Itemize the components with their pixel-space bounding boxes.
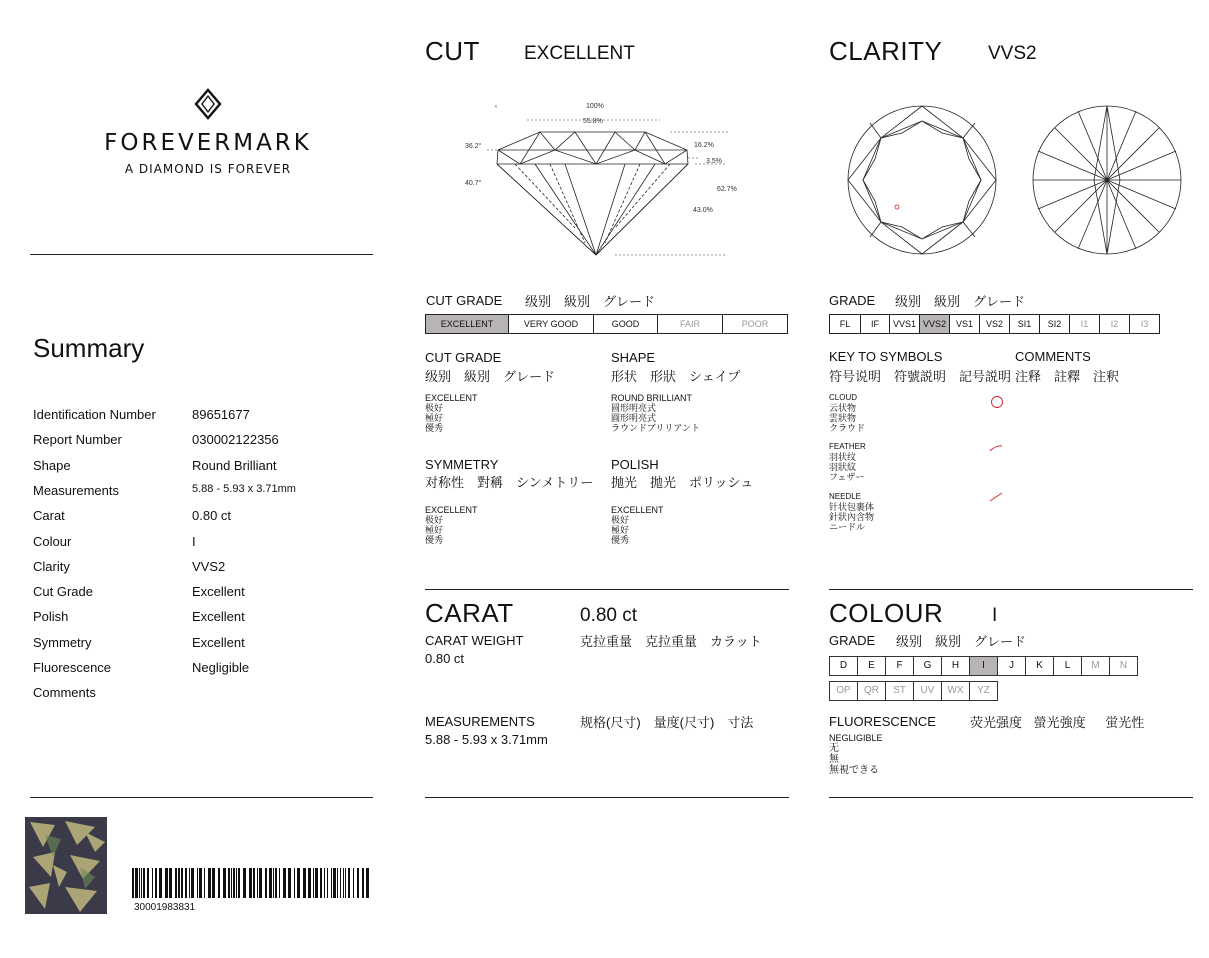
symbol-line: 针状包裹体 [829, 502, 875, 512]
shape-jp: 形状 形狀 シェイプ [611, 369, 741, 384]
girdle-pct: 3.5% [706, 158, 722, 165]
clarity-value: VVS2 [988, 43, 1037, 64]
barcode-bar [288, 868, 291, 898]
colour-grade-cell: M [1082, 656, 1110, 676]
diamond-logo-icon [193, 88, 223, 120]
symmetry-value [425, 505, 478, 545]
clarity-grade-jp: 级别 級別 グレード [895, 294, 1026, 309]
summary-value: Negligible [192, 660, 250, 675]
symmetry-line: 優秀 [425, 535, 444, 545]
polish-value-en: EXCELLENT [611, 505, 664, 515]
colour-grade-cell: E [858, 656, 886, 676]
shape-line: 圆形明亮式 [611, 403, 657, 413]
barcode-bar [189, 868, 190, 898]
shape-label: SHAPE [611, 350, 656, 365]
divider [30, 254, 373, 255]
divider [425, 797, 789, 798]
colour-grade-cell: N [1110, 656, 1138, 676]
cut-grade-line: 极好 [425, 403, 444, 413]
carat-weight-label: CARAT WEIGHT [425, 633, 524, 648]
carat-weight-jp: 克拉重量 克拉重量 カラット [580, 634, 762, 649]
summary-value: 030002122356 [192, 432, 279, 448]
barcode-bar [191, 868, 194, 898]
barcode-bar [275, 868, 277, 898]
grade-cell: FAIR [658, 315, 723, 333]
brand-logo [30, 88, 386, 176]
summary-value: 89651677 [192, 407, 250, 422]
key-symbols-label: KEY TO SYMBOLS [829, 349, 943, 364]
grade-cell: SI1 [1010, 315, 1040, 333]
colour-grade-cell: J [998, 656, 1026, 676]
colour-grade-cell: I [970, 656, 998, 676]
grade-cell: VVS1 [890, 315, 920, 333]
grade-cell: FL [830, 315, 861, 333]
barcode-bar [197, 868, 198, 898]
fluorescence-line: 无 [829, 743, 839, 754]
barcode-bar [283, 868, 286, 898]
shape-value-en: ROUND BRILLIANT [611, 393, 693, 403]
clarity-plot-crown [845, 103, 1001, 257]
barcode-bar [366, 868, 369, 898]
barcode-bar [273, 868, 274, 898]
polish-line: 極好 [611, 525, 630, 535]
symbol-line: 針狀內含物 [829, 512, 875, 522]
fluorescence-value-en: NEGLIGIBLE [829, 733, 883, 743]
grade-cell: I3 [1140, 319, 1149, 329]
crown-angle: 36.2° [465, 143, 482, 150]
measurements-jp: 规格(尺寸) 量度(尺寸) 寸法 [580, 715, 754, 730]
symbol-line: フェザー [829, 472, 865, 482]
crown-width-pct: 55.8% [583, 118, 603, 125]
summary-value: Excellent [192, 584, 245, 600]
summary-value: VVS2 [192, 558, 226, 574]
barcode-number: 30001983831 [134, 902, 196, 913]
barcode-bar [231, 868, 232, 898]
barcode-bar [259, 868, 262, 898]
barcode-bar [175, 868, 177, 898]
summary-label: Comments [33, 685, 96, 701]
symmetry-line: 極好 [425, 525, 444, 535]
barcode-bar [269, 868, 272, 898]
carat-value: 0.80 ct [580, 605, 638, 626]
barcode-bar [169, 868, 172, 898]
barcode-bar [297, 868, 300, 898]
fluorescence-line: 無 [829, 754, 839, 765]
barcode-bar [159, 868, 162, 898]
summary-label: Carat [33, 508, 65, 524]
brand-tagline: A DIAMOND IS FOREVER [124, 162, 292, 176]
summary-label: Measurements [33, 482, 119, 498]
shape-line: ラウンドブリリアント [611, 423, 701, 433]
pavilion-angle: 40.7° [465, 180, 482, 187]
barcode-bar [313, 868, 314, 898]
symmetry-value-en: EXCELLENT [425, 505, 478, 515]
fluorescence-jp-1: 荧光强度 [970, 715, 1023, 730]
colour-grade-cell: L [1054, 656, 1082, 676]
barcode-bar [308, 868, 311, 898]
barcode-bar [253, 868, 255, 898]
polish-label: POLISH [611, 457, 659, 472]
barcode-bar [135, 868, 138, 898]
barcode-bar [204, 868, 205, 898]
summary-value: Round Brilliant [192, 457, 277, 473]
summary-label: Shape [33, 457, 71, 473]
barcode-bar [223, 868, 226, 898]
cut-grade-line: 優秀 [425, 423, 444, 433]
cut-value: EXCELLENT [524, 43, 635, 64]
polish-jp: 抛光 拋光 ポリッシュ [611, 475, 754, 490]
fluorescence-jp [970, 712, 1144, 731]
colour-grade-cell: WX [942, 681, 970, 701]
colour-grade-cell: K [1026, 656, 1054, 676]
barcode-bar [141, 868, 142, 898]
summary-value: I [192, 533, 196, 549]
grade-cell: IF [861, 315, 890, 333]
summary-label: Polish [33, 609, 69, 625]
grade-cell: VVS2 [920, 315, 950, 333]
symbol-line: クラウド [829, 423, 866, 433]
fluorescence-value [829, 733, 883, 776]
cut-grade-line: 極好 [425, 413, 444, 423]
colour-grade-cell: G [914, 656, 942, 676]
feather-symbol-icon [988, 443, 1004, 453]
carat-title: CARAT [425, 598, 514, 628]
pavilion-depth-pct: 43.0% [693, 207, 713, 214]
cut-grade-scale [425, 314, 788, 334]
polish-line: 极好 [611, 515, 630, 525]
barcode-bar [331, 868, 332, 898]
symbol-name: CLOUD [829, 393, 858, 402]
symbol-line: 羽状纹 [829, 452, 857, 462]
barcode-bar [243, 868, 246, 898]
colour-grade-cell: YZ [970, 681, 998, 701]
summary-value: 0.80 ct [192, 508, 232, 524]
table-pct: 100% [586, 103, 604, 110]
divider [30, 797, 373, 798]
symbol-line: 云状物 [829, 403, 857, 413]
barcode-bar [315, 868, 318, 898]
barcode-bar [155, 868, 157, 898]
barcode-bar [333, 868, 336, 898]
symbol-cloud [829, 393, 865, 433]
measurements-label: MEASUREMENTS [425, 714, 535, 729]
measurements-value: 5.88 - 5.93 x 3.71mm [425, 732, 548, 747]
grade-cell: VS1 [950, 315, 980, 333]
divider [829, 589, 1193, 590]
grade-cell: EXCELLENT [426, 315, 509, 333]
summary-label: Report Number [33, 432, 122, 448]
barcode-bar [265, 868, 267, 898]
comments-label: COMMENTS [1015, 349, 1091, 364]
barcode-bar [279, 868, 280, 898]
summary-value: 5.88 - 5.93 x 3.71mm [192, 482, 296, 495]
colour-title: COLOUR [829, 598, 944, 628]
symmetry-jp: 对称性 對稱 シンメトリー [425, 475, 594, 490]
cut-proportion-diagram [455, 98, 755, 260]
polish-value [611, 505, 664, 545]
barcode-bar [185, 868, 187, 898]
fluorescence-jp-2: 螢光強度 [1033, 715, 1086, 730]
barcode-bar [320, 868, 322, 898]
crown-height-pct: 16.2% [694, 142, 714, 149]
barcode-bar [327, 868, 328, 898]
symmetry-label: SYMMETRY [425, 457, 499, 472]
total-depth-pct: 62.7% [717, 186, 737, 193]
summary-label: Colour [33, 533, 72, 549]
colour-grade-cell: H [942, 656, 970, 676]
shape-line: 圓形明亮式 [611, 413, 657, 423]
summary-title: Summary [33, 333, 145, 363]
cloud-symbol-icon [990, 395, 1004, 409]
barcode-bar [249, 868, 252, 898]
clarity-title: CLARITY [829, 36, 943, 66]
shape-value [611, 393, 700, 433]
barcode-bar [236, 868, 237, 898]
grade-cell: VS2 [980, 315, 1010, 333]
barcode-bar [324, 868, 325, 898]
symbol-line: ニードル [829, 522, 866, 532]
clarity-grade-label: GRADE [829, 293, 876, 308]
cut-grade-jp: 级别 級別 グレード [525, 294, 656, 309]
colour-grade-cell: D [829, 656, 858, 676]
barcode-bar [181, 868, 183, 898]
divider [829, 797, 1193, 798]
barcode-bar [208, 868, 211, 898]
barcode-bar [348, 868, 350, 898]
barcode-bar [152, 868, 153, 898]
barcode-bar [337, 868, 338, 898]
barcode-bar [212, 868, 215, 898]
cut-grade-sub-jp: 级别 級別 グレード [425, 369, 556, 384]
colour-grade-cell: F [886, 656, 914, 676]
symbol-feather [829, 442, 866, 482]
fluorescence-jp-3: 蛍光性 [1105, 715, 1145, 730]
cut-title: CUT [425, 36, 480, 66]
fluorescence-line: 無視できる [829, 765, 879, 776]
grade-cell: SI2 [1040, 315, 1070, 333]
divider [425, 589, 789, 590]
barcode-bar [143, 868, 145, 898]
summary-value: Excellent [192, 609, 245, 625]
needle-symbol-icon [988, 491, 1004, 503]
symmetry-line: 极好 [425, 515, 444, 525]
barcode-bar [345, 868, 346, 898]
summary-label: Identification Number [33, 407, 156, 422]
barcode-bar [147, 868, 149, 898]
colour-grade-jp: 级别 級別 グレード [896, 634, 1027, 649]
comments-jp: 注释 註釋 注釈 [1015, 369, 1120, 384]
barcode [132, 868, 372, 898]
colour-grade-cell: OP [829, 681, 858, 701]
summary-value: Excellent [192, 634, 245, 650]
grade-cell: I2 [1100, 315, 1130, 333]
barcode-bar [257, 868, 258, 898]
grade-cell: POOR [741, 319, 769, 329]
summary-label: Symmetry [33, 634, 92, 650]
symbol-name: FEATHER [829, 442, 866, 451]
barcode-bar [362, 868, 364, 898]
barcode-bar [228, 868, 230, 898]
colour-grade-label: GRADE [829, 633, 876, 648]
barcode-bar [238, 868, 240, 898]
cut-grade-sub-label: CUT GRADE [425, 350, 502, 365]
cut-grade-sub-value [425, 393, 478, 433]
colour-grade-scale-extended [829, 681, 998, 701]
clarity-plot-pavilion [1030, 103, 1184, 257]
svg-text:‹: ‹ [495, 104, 497, 110]
colour-grade-cell: UV [914, 681, 942, 701]
colour-grade-cell: QR [858, 681, 886, 701]
cut-grade-value: EXCELLENT [425, 393, 478, 403]
barcode-bar [353, 868, 354, 898]
symbol-needle [829, 492, 874, 532]
summary-label: Cut Grade [33, 584, 93, 600]
summary-label: Clarity [33, 558, 70, 574]
barcode-bar [357, 868, 359, 898]
grade-cell: GOOD [594, 315, 658, 333]
barcode-bar [294, 868, 295, 898]
barcode-bar [303, 868, 306, 898]
barcode-bar [340, 868, 341, 898]
barcode-bar [218, 868, 220, 898]
carat-weight-value: 0.80 ct [425, 651, 465, 666]
grade-cell: VERY GOOD [509, 315, 594, 333]
barcode-bar [233, 868, 235, 898]
symbol-name: NEEDLE [829, 492, 862, 501]
grade-cell: I1 [1070, 315, 1100, 333]
fluorescence-label: FLUORESCENCE [829, 714, 936, 729]
symbol-line: 羽狀紋 [829, 462, 857, 472]
barcode-bar [132, 868, 134, 898]
colour-value: I [992, 605, 998, 626]
cut-grade-label: CUT GRADE [426, 293, 503, 308]
barcode-bar [343, 868, 344, 898]
key-symbols-jp: 符号说明 符號説明 記号説明 [829, 369, 1012, 384]
symbol-line: 雲狀物 [829, 413, 857, 423]
barcode-bar [165, 868, 168, 898]
brand-name: FOREVERMARK [104, 130, 312, 156]
barcode-bar [178, 868, 180, 898]
clarity-grade-scale [829, 314, 1160, 334]
polish-line: 優秀 [611, 535, 630, 545]
colour-grade-scale [829, 656, 1138, 676]
barcode-bar [199, 868, 202, 898]
colour-grade-cell: ST [886, 681, 914, 701]
barcode-bar [139, 868, 140, 898]
summary-label: Fluorescence [33, 660, 112, 675]
hologram-image [25, 817, 107, 914]
